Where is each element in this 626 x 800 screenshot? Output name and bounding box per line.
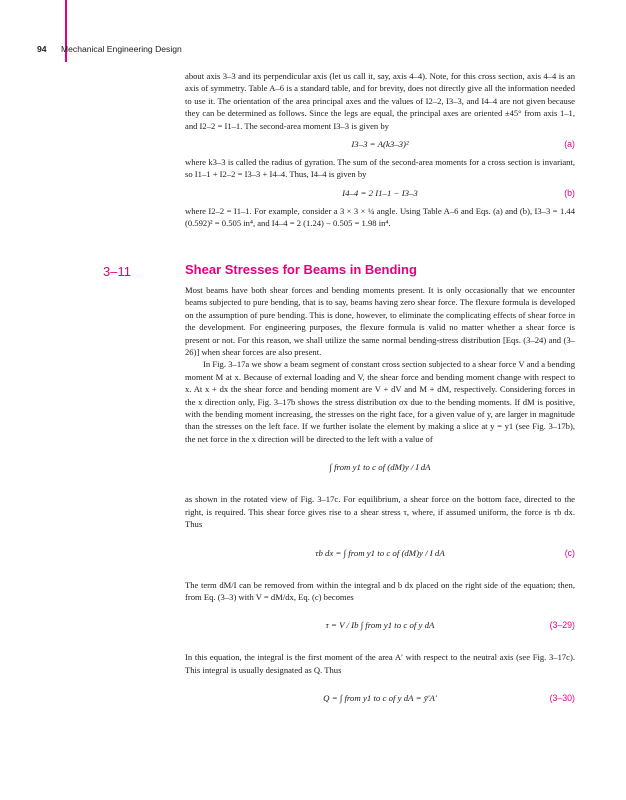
equation-a-label: (a) — [564, 139, 575, 150]
section-text-block — [185, 284, 575, 724]
equation-b-label: (b) — [564, 187, 575, 198]
equation-c-expression: τb dx = ∫ from y1 to c of (dM)y / I dA — [315, 547, 445, 558]
equation-a — [185, 136, 575, 152]
intro-paragraph-1: about axis 3–3 and its perpendicular axis (let us call it, say, axis 4–4). Note, for this cross section, axis 4–4 is an axis of symmetry. Table A–6 is a standard table, and for brevity, does not directly give all the information needed to use it. The orientation of the area principal axes and the values of I2–2, I3–3, and I4–4 are not given because they can be determined as follows. Since the legs are equal, the principal axes are oriented ±45° from axis 1–1, and I2–2 = I1–1. The second-area moment I3–3 is given by — [185, 71, 575, 131]
equation-3-29 — [185, 607, 575, 647]
equation-3-30-label: (3–30) — [549, 693, 575, 704]
section-paragraph-2: In Fig. 3–17a we show a beam segment of constant cross section subjected to a shear force V and a bending moment M at x. Because of external loading and V, the shear force and bending moment change with respect to x. At x + dx the shear force and bending moment are V + dV and M + dM, respectively. Considering forces in the x direction only, Fig. 3–17b shows the stress distribution σx due to the bending moments. If dM is positive, with the bending moment increasing, the stresses on the right face, for a given value of y, are larger in magnitude than the stresses on the left face. If we further isolate the element by making a slice at y = y1 (see Fig. 3–17b), the net force in the x direction will be directed to the left with a value of — [185, 359, 575, 444]
running-header — [37, 44, 182, 54]
section-paragraph-4: The term dM/I can be removed from within the integral and b dx placed on the right side of the equation; then, from Eq. (3–3) with V = dM/dx, Eq. (c) becomes — [185, 579, 575, 602]
equation-3-29-label: (3–29) — [549, 620, 575, 631]
section-paragraph-5: In this equation, the integral is the first moment of the area A′ with respect to the neutral axis (see Fig. 3–17c). This integral is usually designated as Q. Thus — [185, 652, 575, 675]
section-paragraph-3: as shown in the rotated view of Fig. 3–17c. For equilibrium, a shear force on the bottom face, directed to the right, is required. This shear force gives rise to a shear stress τ, where, if assumed uniform, the force is τb dx. Thus — [185, 494, 575, 530]
page-number: 94 — [37, 44, 47, 54]
equation-b-expression: I4–4 = 2 I1–1 − I3–3 — [342, 187, 418, 198]
equation-c — [185, 535, 575, 575]
intro-text-block — [185, 70, 575, 230]
intro-paragraph-2: where k3–3 is called the radius of gyration. The sum of the second-area moments for a cross section is invariant, so I1–1 + I2–2 = I3–3 + I4–4. Thus, I4–4 is given by — [185, 157, 575, 180]
running-title: Mechanical Engineering Design — [60, 44, 182, 54]
equation-a-expression: I3–3 = A(k3–3)² — [351, 139, 409, 150]
equation-3-30 — [185, 680, 575, 720]
equation-3-29-expression: τ = V / Ib ∫ from y1 to c of y dA — [325, 620, 435, 631]
equation-3-30-expression: Q = ∫ from y1 to c of y dA = ȳ′A′ — [323, 693, 437, 704]
equation-c-label: (c) — [564, 547, 575, 558]
section-paragraph-1: Most beams have both shear forces and bending moments present. It is only occasionally that we encounter beams subjected to pure bending, that is to say, beams having zero shear force. The flexure formula is developed on the assumption of pure bending. This is done, however, to eliminate the complicating effects of shear force in the development. For engineering purposes, the flexure formula is valid no matter whether a shear force is present or not. For this reason, we shall utilize the same normal bending-stress distribution [Eqs. (3–24) and (3–26)] when shear forces are also present. — [185, 285, 575, 358]
section-title: Shear Stresses for Beams in Bending — [185, 262, 417, 277]
section-number: 3–11 — [103, 264, 131, 279]
equation-integral-force — [185, 449, 575, 489]
intro-paragraph-3: where I2–2 = I1–1. For example, consider a 3 × 3 × ¼ angle. Using Table A–6 and Eqs. (a) and (b), I3–3 = 1.44 (0.592)² = 0.505 in⁴, and I4–4 = 2 (1.24) − 0.505 = 1.98 in⁴. — [185, 205, 575, 229]
equation-b — [185, 185, 575, 201]
equation-integral-expression: ∫ from y1 to c of (dM)y / I dA — [329, 462, 431, 473]
